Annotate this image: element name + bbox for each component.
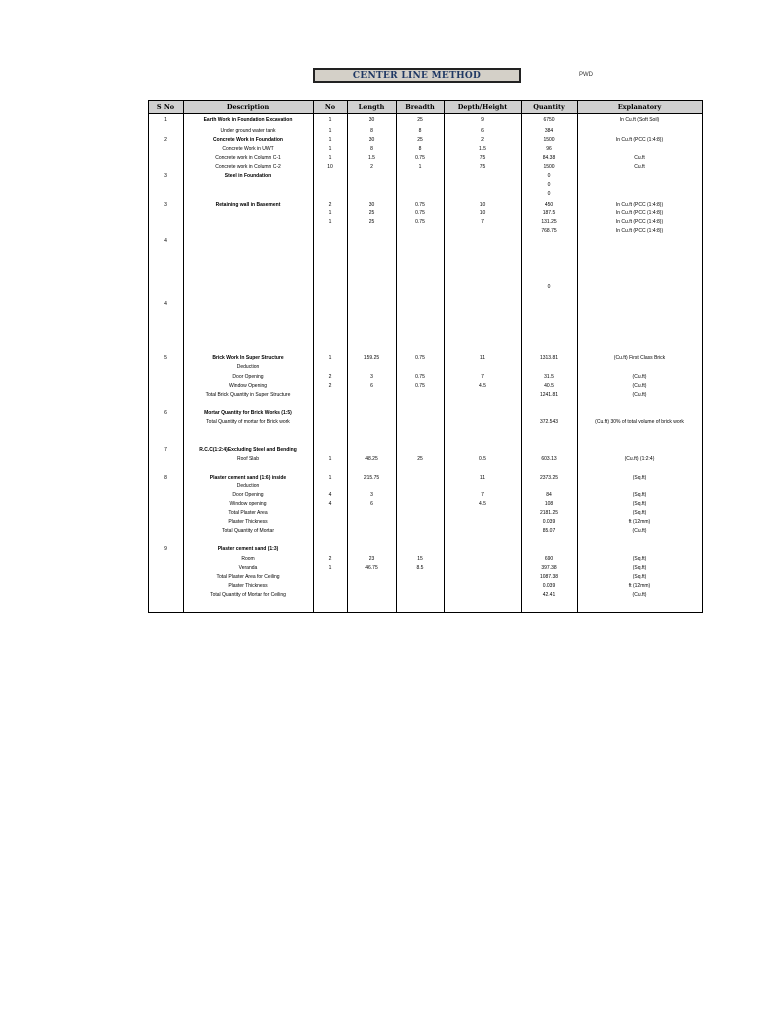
cell-sno: 3 — [164, 173, 167, 179]
cell-dh: 1.5 — [479, 146, 486, 152]
cell-exp: (Cu.ft) — [632, 383, 647, 389]
cell-br: 25 — [417, 117, 423, 123]
cell-dh: 10 — [479, 210, 486, 216]
estimate-table — [148, 100, 703, 613]
cell-exp: (Cu.ft) — [632, 392, 647, 398]
cell-qty: 0 — [547, 173, 551, 179]
cell-qty: 0 — [547, 191, 551, 197]
cell-desc: Concrete Work in UWT — [222, 146, 274, 152]
cell-br: 0.75 — [415, 202, 425, 208]
header-quantity: Quantity — [533, 102, 565, 111]
cell-dh: 6 — [481, 128, 484, 134]
cell-no: 2 — [328, 202, 332, 208]
cell-exp: (Sq.ft) — [632, 565, 647, 571]
cell-exp: (Cu.ft) 30% of total volume of brick work — [595, 419, 684, 425]
cell-exp: Cu.ft — [634, 155, 645, 161]
cell-qty: 84.38 — [542, 155, 556, 161]
cell-qty: 372.543 — [539, 419, 559, 425]
cell-exp: (Cu.ft) — [632, 374, 647, 380]
cell-len: 30 — [368, 137, 375, 143]
cell-desc: Plaster cement sand (1:3) — [217, 546, 279, 552]
cell-sno: 2 — [164, 137, 167, 143]
cell-desc: Roof Slab — [237, 456, 259, 462]
table-bottom-border — [148, 612, 703, 613]
cell-desc: Earth Work in Foundation Excavation — [203, 117, 293, 123]
cell-exp: In Cu.ft (PCC (1:4:8)) — [615, 228, 664, 234]
cell-len: 3 — [370, 492, 373, 498]
cell-desc: Door Opening — [232, 492, 264, 498]
sheet-title-text: CENTER LINE METHOD — [352, 70, 482, 81]
cell-no: 1 — [328, 137, 332, 143]
cell-desc: Plaster Thickness — [228, 519, 268, 525]
cell-desc: Brick Work In Super Structure — [212, 355, 284, 361]
cell-exp: In Cu.ft (PCC (1:4:8)) — [615, 202, 664, 208]
cell-exp: (Sq.ft) — [632, 574, 647, 580]
cell-br: 8 — [418, 128, 422, 134]
header-description: Description — [226, 102, 270, 111]
cell-exp: (Sq.ft) — [632, 501, 647, 507]
cell-no: 1 — [328, 219, 332, 225]
cell-qty: 2181.25 — [539, 510, 559, 516]
cell-exp: (Sq.ft) — [632, 475, 647, 481]
cell-br: 0.75 — [415, 383, 425, 389]
cell-dh: 75 — [479, 164, 486, 170]
cell-desc: Plaster cement sand (1:6) inside — [209, 475, 287, 481]
cell-desc: Window opening — [229, 501, 267, 507]
cell-exp: Cu.ft — [634, 164, 645, 170]
cell-exp: In Cu.ft (PCC (1:4:8)) — [615, 137, 664, 143]
cell-qty: 85.07 — [542, 528, 556, 534]
cell-len: 8 — [370, 146, 373, 152]
cell-len: 48.25 — [365, 456, 378, 462]
cell-exp: (Cu.ft) First Class Brick — [613, 355, 666, 361]
cell-dh: 7 — [481, 374, 484, 380]
sheet-title — [313, 68, 521, 83]
cell-desc: Room — [241, 556, 255, 562]
col-border — [702, 100, 703, 613]
cell-no: 1 — [328, 456, 332, 462]
cell-desc: R.C.C(1:2:4)Excluding Steel and Bending — [199, 447, 297, 453]
pwd-label: PWD — [579, 72, 593, 78]
cell-len: 159.25 — [363, 355, 380, 361]
cell-desc: Total Quantity of Mortar — [222, 528, 274, 534]
cell-desc: Concrete work in Column C-2 — [215, 164, 281, 170]
cell-dh: 0.5 — [479, 456, 486, 462]
cell-exp: (Sq.ft) — [632, 492, 647, 498]
cell-sno: 7 — [164, 447, 167, 453]
cell-sno: 8 — [164, 475, 167, 481]
cell-exp: (Cu.ft) (1:2:4) — [624, 456, 655, 462]
cell-sno: 1 — [164, 117, 167, 123]
cell-exp: (Cu.ft) — [632, 592, 647, 598]
cell-desc: Total Quantity of mortar for Brick work — [206, 419, 290, 425]
cell-desc: Deduction — [236, 483, 260, 489]
header-bottom-border — [148, 113, 703, 114]
cell-br: 15 — [417, 556, 423, 562]
cell-desc: Mortar Quantity for Brick Works (1:5) — [204, 410, 292, 416]
cell-qty: 603.13 — [541, 456, 557, 462]
cell-br: 1 — [418, 164, 422, 170]
cell-desc: Concrete Work in Foundation — [213, 137, 283, 143]
cell-no: 4 — [328, 501, 332, 507]
cell-no: 2 — [328, 374, 332, 380]
cell-qty: 1500 — [543, 137, 555, 143]
cell-dh: 11 — [479, 355, 486, 361]
cell-qty: 690 — [544, 556, 554, 562]
header-no: No — [324, 102, 336, 111]
cell-br: 25 — [417, 456, 423, 462]
cell-no: 4 — [328, 492, 332, 498]
cell-br: 0.75 — [415, 210, 425, 216]
cell-desc: Retaining wall in Basement — [215, 202, 281, 208]
cell-qty: 450 — [544, 202, 554, 208]
cell-no: 1 — [328, 146, 332, 152]
cell-qty: 0 — [547, 284, 551, 290]
cell-sno: 9 — [164, 546, 167, 552]
cell-br: 8.5 — [416, 565, 424, 571]
cell-qty: 1241.81 — [539, 392, 559, 398]
cell-desc: Door Opening — [232, 374, 264, 380]
cell-qty: 187.5 — [542, 210, 556, 216]
cell-exp: In Cu.ft (Soft Soil) — [619, 117, 660, 123]
cell-len: 23 — [368, 556, 375, 562]
cell-br: 0.75 — [415, 374, 425, 380]
cell-dh: 75 — [479, 155, 486, 161]
cell-desc: Steel in Foundation — [224, 173, 272, 179]
header-explanatory: Explanatory — [617, 102, 662, 111]
cell-qty: 84 — [546, 492, 552, 498]
cell-qty: 2373.25 — [539, 475, 559, 481]
cell-sno: 5 — [164, 355, 167, 361]
cell-qty: 768.75 — [541, 228, 557, 234]
cell-qty: 31.5 — [544, 374, 554, 380]
cell-no: 1 — [328, 210, 332, 216]
cell-qty: 131.25 — [541, 219, 557, 225]
header-length: Length — [358, 102, 385, 111]
cell-dh: 7 — [481, 219, 484, 225]
cell-dh: 10 — [479, 202, 486, 208]
cell-exp: (Cu.ft) — [632, 528, 647, 534]
cell-no: 1 — [328, 117, 332, 123]
cell-desc: Plaster Thickness — [228, 583, 268, 589]
cell-exp: ft (12mm) — [628, 519, 651, 525]
cell-qty: 1313.81 — [539, 355, 559, 361]
cell-len: 46.75 — [365, 565, 378, 571]
cell-qty: 0.039 — [542, 583, 556, 589]
cell-br: 0.75 — [415, 155, 425, 161]
cell-desc: Deduction — [236, 364, 260, 370]
cell-exp: ft (12mm) — [628, 583, 651, 589]
cell-len: 25 — [368, 219, 375, 225]
cell-dh: 4.5 — [479, 501, 486, 507]
cell-qty: 108 — [544, 501, 554, 507]
cell-no: 10 — [327, 164, 333, 170]
cell-desc: Window Opening — [228, 383, 268, 389]
cell-desc: Total Plaster Area for Ceiling — [216, 574, 280, 580]
cell-desc: Total Quantity of Mortar for Ceiling — [210, 592, 286, 598]
cell-len: 3 — [370, 374, 373, 380]
cell-qty: 1500 — [543, 164, 555, 170]
cell-sno: 4 — [164, 301, 167, 307]
cell-len: 30 — [368, 202, 375, 208]
cell-qty: 42.41 — [542, 592, 556, 598]
cell-qty: 384 — [544, 128, 554, 134]
cell-no: 1 — [328, 128, 332, 134]
cell-len: 2 — [370, 164, 373, 170]
cell-qty: 0.039 — [542, 519, 556, 525]
cell-no: 2 — [328, 383, 332, 389]
cell-desc: Concrete work in Column C-1 — [215, 155, 281, 161]
cell-exp: In Cu.ft (PCC (1:4:8)) — [615, 219, 664, 225]
cell-len: 1.5 — [368, 155, 375, 161]
cell-qty: 96 — [546, 146, 552, 152]
cell-qty: 0 — [547, 182, 551, 188]
cell-no: 1 — [328, 155, 332, 161]
cell-qty: 1087.38 — [539, 574, 559, 580]
cell-len: 6 — [370, 501, 373, 507]
cell-dh: 2 — [481, 137, 484, 143]
header-depth-height: Depth/Height — [457, 102, 508, 111]
cell-br: 25 — [417, 137, 423, 143]
cell-desc: Total Brick Quantity in Super Structure — [205, 392, 291, 398]
cell-desc: Under ground water tank — [220, 128, 276, 134]
cell-sno: 3 — [164, 202, 167, 208]
cell-exp: (Sq.ft) — [632, 510, 647, 516]
cell-no: 1 — [328, 475, 332, 481]
cell-desc: Total Plaster Area — [228, 510, 268, 516]
cell-qty: 397.38 — [541, 565, 557, 571]
header-breadth: Breadth — [405, 102, 435, 111]
cell-no: 1 — [328, 355, 332, 361]
cell-len: 30 — [368, 117, 375, 123]
cell-br: 8 — [418, 146, 422, 152]
header-sno: S No — [156, 102, 175, 111]
cell-len: 25 — [368, 210, 375, 216]
cell-len: 6 — [370, 383, 373, 389]
cell-br: 0.75 — [415, 355, 425, 361]
cell-qty: 6750 — [543, 117, 555, 123]
cell-dh: 11 — [479, 475, 486, 481]
cell-br: 0.75 — [415, 219, 425, 225]
cell-len: 8 — [370, 128, 373, 134]
cell-exp: In Cu.ft (PCC (1:4:8)) — [615, 210, 664, 216]
cell-no: 2 — [328, 556, 332, 562]
cell-desc: Veranda — [238, 565, 258, 571]
cell-len: 215.75 — [363, 475, 380, 481]
cell-no: 1 — [328, 565, 332, 571]
cell-dh: 4.5 — [479, 383, 486, 389]
cell-exp: (Sq.ft) — [632, 556, 647, 562]
cell-dh: 9 — [481, 117, 484, 123]
cell-sno: 4 — [164, 238, 167, 244]
cell-dh: 7 — [481, 492, 484, 498]
cell-qty: 40.5 — [544, 383, 554, 389]
cell-sno: 6 — [164, 410, 167, 416]
